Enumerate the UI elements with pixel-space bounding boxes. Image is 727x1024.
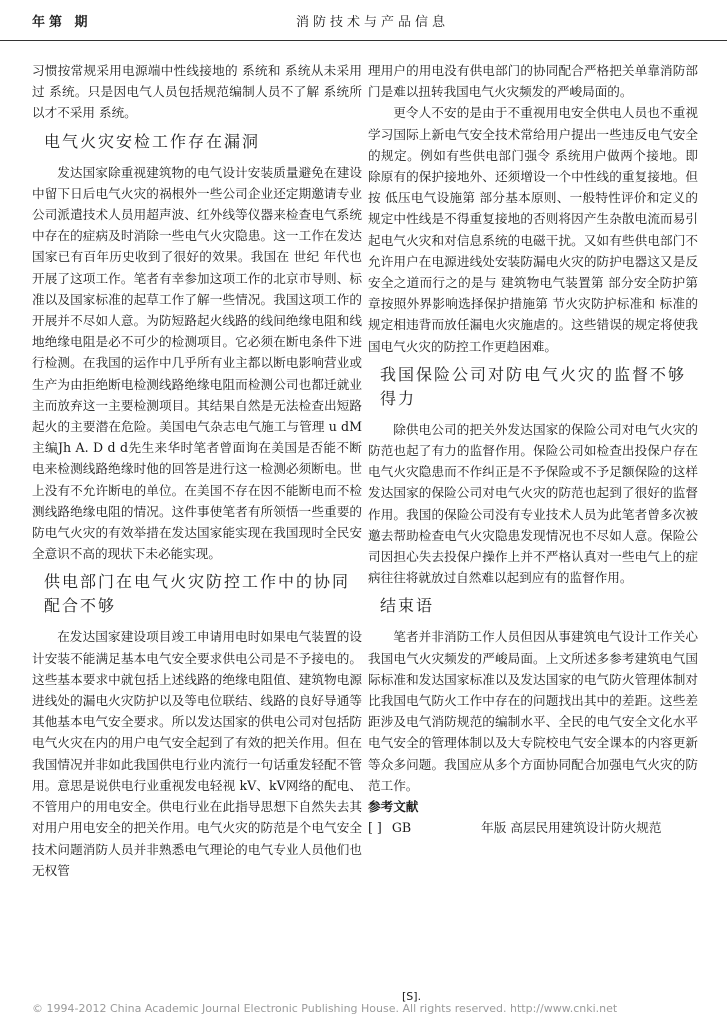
journal-issue-label: 年第 期	[32, 15, 92, 30]
left-column	[32, 60, 362, 881]
copyright-text: © 1994-2012 China Academic Journal Electronic Publishing House. All rights reserved. http://www.cnki.net	[32, 1002, 618, 1015]
references-heading: 参考文献	[368, 799, 419, 815]
journal-title: 消防技术与产品信息	[296, 15, 450, 30]
page-header	[0, 0, 727, 41]
reference-text: 年版 高层民用建筑设计防火规范	[481, 820, 662, 836]
reference-code: GB	[391, 820, 412, 836]
paragraph-more-concern: 更令人不安的是由于不重视用电安全供电人员也不重视学习国际上新电气安全技术常给用户提出一些违反电气安全的规定。例如有些供电部门强令 系统用户做两个接地。即除原有的保护接地外、还须增设一个中性线的重复接地。但按 低压电气设施第 部分基本原则、一般特性评价和定义的规定中性线是不得重复接地的否则将因产生杂散电流而易引起电气火灾和对信息系统的电磁干扰。又如有些供电部门不允许用户在电源进线处安装防漏电火灾的防护电器这又是反安全之道而行之的是与 建筑物电气装置第 部分安全防护第 章按照外界影响选择保护措施第 节火灾防护标准和 标准的规定相违背而放任漏电火灾施虐的。这些错误的规定将使我国电气火灾的防控工作更趋困难。	[368, 105, 698, 354]
section-heading-power-supply: 供电部门在电气火灾防控工作中的协同配合不够	[44, 572, 351, 616]
paragraph-inspection: 发达国家除重视建筑物的电气设计安装质量避免在建设中留下日后电气火灾的祸根外一些公司企业还定期邀请专业公司派遣技术人员用超声波、红外线等仪器来检查电气系统中存在的症病及时消除一些电气火灾隐患。这一工作在发达国家已有百年历史收到了很好的效果。我国在 世纪 年代也开展了这项工作。笔者有幸参加这项工作的北京市导则、标准以及国家标准的起草工作了解一些情况。我国这项工作的开展并不尽如人意。为防短路起火线路的线间绝缘电阻和线地绝缘电阻是必不可少的检测项目。它必须在断电条件下进行检测。在我国的运作中几乎所有业主都以断电影响营业或生产为由拒绝断电检测线路绝缘电阻而检测公司也都迁就业主而放弃这一主要检测项目。其结果自然是无法检查出短路起火的主要潜在危险。美国电气杂志电气施工与管理 u dM 主编Jh A. D d d先生来华时笔者曾面询在美国是否能不断电来检测线路绝缘时他的回答是进行这一检测必须断电。世上没有不允许断电的单位。在美国不存在因不能断电而不检测线路绝缘电阻的情况。这件事使笔者有所领悟一些重要的防电气火灾的有效举措在发达国家能实现在我国现时全民安全意识不高的现状下未必能实现。	[32, 164, 362, 562]
paragraph-power-supply: 在发达国家建设项目竣工申请用电时如果电气装置的设计安装不能满足基本电气安全要求供电公司是不予接电的。这些基本要求中就包括上述线路的绝缘电阻值、建筑物电源进线处的漏电火灾防护以及等电位联结、线路的良好导通等其他基本电气安全要求。所以发达国家的供电公司对包括防电气火灾在内的用户电气安全起到了有效的把关作用。但在我国情况并非如此我国供电行业内流行一句话重发轻配不管用。意思是说供电行业重视发电轻视 kV、kV网络的配电、不管用户的用电安全。供电行业在此指导思想下自然失去其对用户用电安全的把关作用。电气火灾的防范是个电气安全技术问题消防人员并非熟悉电气理论的电气专业人员他们也无权管	[32, 629, 362, 878]
section-heading-insurance: 我国保险公司对防电气火灾的监督不够得力	[380, 364, 687, 408]
continued-paragraph: 理用户的用电没有供电部门的协同配合严格把关单靠消防部门是难以扭转我国电气火灾频发的严峻局面的。	[368, 63, 698, 100]
reference-item	[368, 817, 698, 838]
copyright-footer	[32, 990, 712, 1015]
intro-paragraph: 习惯按常规采用电源端中性线接地的 系统和 系统从未采用过 系统。只是因电气人员包括规范编制人员不了解 系统所以才不采用 系统。	[32, 63, 362, 121]
section-heading-conclusion: 结束语	[380, 596, 435, 616]
section-heading-inspection: 电气火灾安检工作存在漏洞	[44, 131, 261, 151]
paragraph-conclusion: 笔者并非消防工作人员但因从事建筑电气设计工作关心我国电气火灾频发的严峻局面。上文所述多参考建筑电气国际标准和发达国家标准以及发达国家的电气防火管理体制对比我国电气防火工作中存在的问题找出其中的差距。这些差距涉及电气消防规范的编制水平、全民的电气安全文化水平电气安全的管理体制以及大专院校电气安全课本的内容更新等众多问题。我国应从多个方面协同配合加强电气火灾的防范工作。	[368, 629, 698, 793]
reference-number: [ ]	[368, 820, 382, 836]
reference-type-tag: [S].	[402, 990, 422, 1003]
right-column	[368, 60, 698, 839]
paragraph-insurance: 除供电公司的把关外发达国家的保险公司对电气火灾的防范也起了有力的监督作用。保险公司如检查出投保户存在电气火灾隐患而不作纠正是不予保险或不予足额保险的这样发达国家的保险公司对电气火灾的防范也起到了很好的监督作用。我国的保险公司没有专业技术人员为此笔者曾多次被邀去帮助检查电气火灾隐患发现情况也不尽如人意。保险公司因担心失去投保户操作上并不严格认真对一些电气上的症病往往将就放过自然难以起到应有的监督作用。	[368, 421, 698, 586]
